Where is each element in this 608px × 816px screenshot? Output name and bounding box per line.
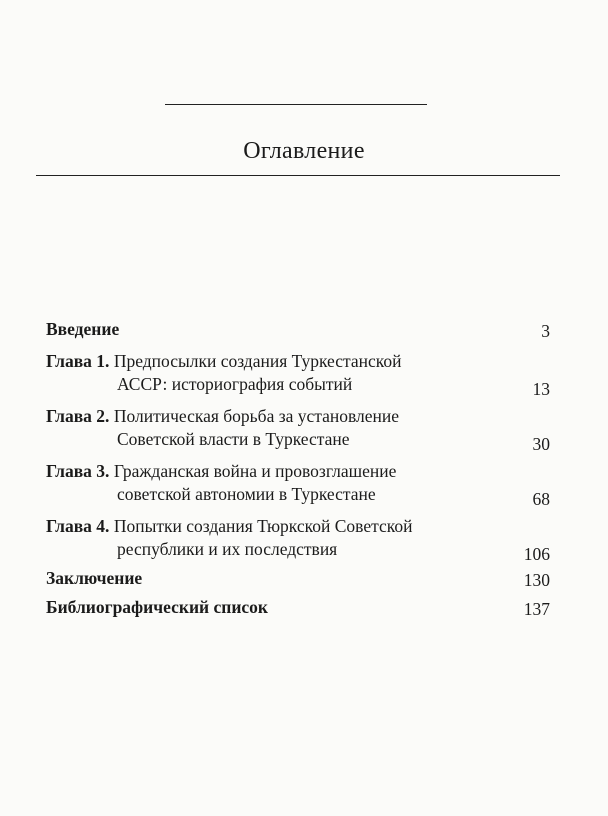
toc-page-number: 3: [541, 321, 550, 341]
toc-entry-label: Глава 3.: [46, 461, 110, 481]
toc-page-number: 130: [523, 570, 550, 590]
toc-entry-title: Гражданская война и провозглашение: [113, 461, 397, 481]
toc-entry-title: Попытки создания Тюркской Советской: [113, 516, 413, 536]
toc-page-number: 137: [523, 599, 550, 619]
toc-entry-title-continued: советской автономии в Туркестане: [117, 484, 376, 504]
toc-entry-label: Глава 2.: [46, 406, 110, 426]
title-rule: [36, 175, 560, 176]
toc-entry-label: Введение: [46, 319, 120, 339]
toc-entry-title-continued: Советской власти в Туркестане: [117, 429, 350, 449]
toc-entry-chapter-1: [46, 350, 550, 399]
toc-entry-title-continued: АССР: историография событий: [117, 374, 353, 394]
toc-entry-chapter-2: [46, 405, 550, 454]
toc-page-number: 68: [532, 489, 550, 509]
toc-entry-chapter-3: [46, 460, 550, 509]
page-title: Оглавление: [243, 138, 365, 164]
toc-entry-label: Глава 4.: [46, 516, 110, 536]
table-of-contents: [46, 318, 550, 619]
toc-entry-introduction: [46, 318, 550, 341]
toc-entry-title: Политическая борьба за установление: [113, 406, 400, 426]
header-rule: [165, 104, 427, 105]
toc-entry-chapter-4: [46, 515, 550, 564]
toc-page-number: 13: [532, 379, 550, 399]
toc-entry-bibliography: [46, 596, 550, 619]
toc-entry-title-continued: республики и их последствия: [117, 539, 338, 559]
toc-entry-label: Заключение: [46, 568, 143, 588]
toc-page-number: 106: [523, 544, 550, 564]
toc-entry-label: Библиографический список: [46, 597, 269, 617]
toc-page-number: 30: [532, 434, 550, 454]
toc-entry-conclusion: [46, 567, 550, 590]
toc-entry-label: Глава 1.: [46, 351, 110, 371]
toc-entry-title: Предпосылки создания Туркестанской: [113, 351, 402, 371]
